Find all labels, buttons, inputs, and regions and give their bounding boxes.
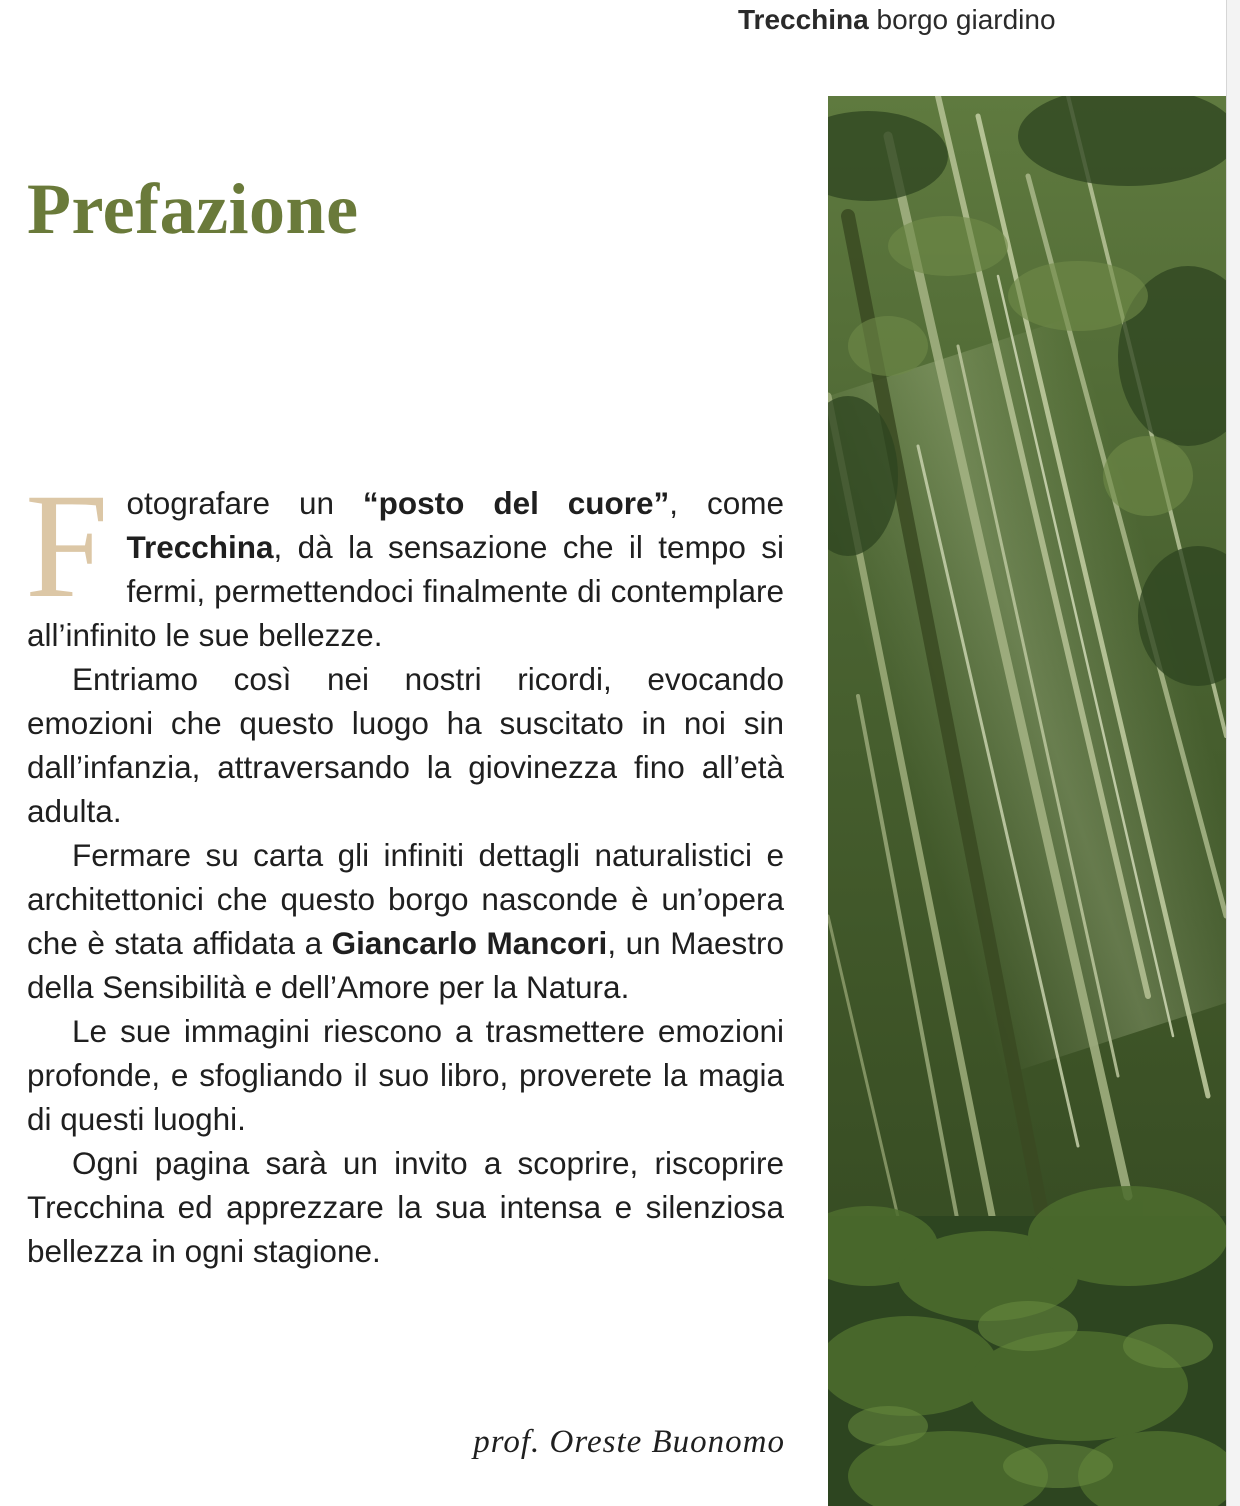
p1-text-2: , come: [669, 485, 784, 521]
p1-text-1: otografare un: [126, 485, 363, 521]
running-header: [738, 4, 1056, 36]
header-title-bold: Trecchina: [738, 4, 869, 35]
paragraph-2: Entriamo così nei nostri ricordi, evocando emozioni che questo luogo ha suscitato in noi sin dall’infanzia, attraversando la giovinezza fino all’età adulta.: [27, 661, 784, 829]
paragraph-1: [25, 463, 784, 657]
paragraph-5: Ogni pagina sarà un invito a scoprire, riscoprire Trecchina ed apprezzare la sua intensa e silenziosa bellezza in ogni stagione.: [27, 1145, 784, 1269]
p1-bold-1: “posto del cuore”: [362, 485, 670, 521]
p1-text-3: , dà la sensazione che il tempo si fermi, permettendoci finalmente di contemplare all’infinito le sue bellezze.: [27, 529, 784, 653]
paragraph-4: Le sue immagini riescono a trasmettere emozioni profonde, e sfogliando il suo libro, proverete la magia di questi luoghi.: [27, 1013, 784, 1137]
header-title-rest: borgo giardino: [868, 4, 1056, 35]
page-title: Prefazione: [27, 169, 359, 249]
p3-bold-1: Giancarlo Mancori: [331, 925, 608, 961]
drop-cap: F: [25, 463, 109, 629]
forest-photo: [828, 96, 1226, 1506]
p3-text-1: Fermare su carta gli infiniti dettagli naturalistici e architettonici che questo borgo nasconde è un’opera che è stata affidata a: [27, 837, 784, 961]
p1-bold-2: Trecchina: [126, 529, 274, 565]
paragraph-3: [27, 833, 784, 1009]
preface-body: [25, 463, 785, 1273]
p3-text-2: , un Maestro della Sensibilità e dell’Amore per la Natura.: [27, 925, 785, 1005]
page-edge: [1226, 0, 1240, 1506]
signature: prof. Oreste Buonomo: [473, 1424, 785, 1460]
